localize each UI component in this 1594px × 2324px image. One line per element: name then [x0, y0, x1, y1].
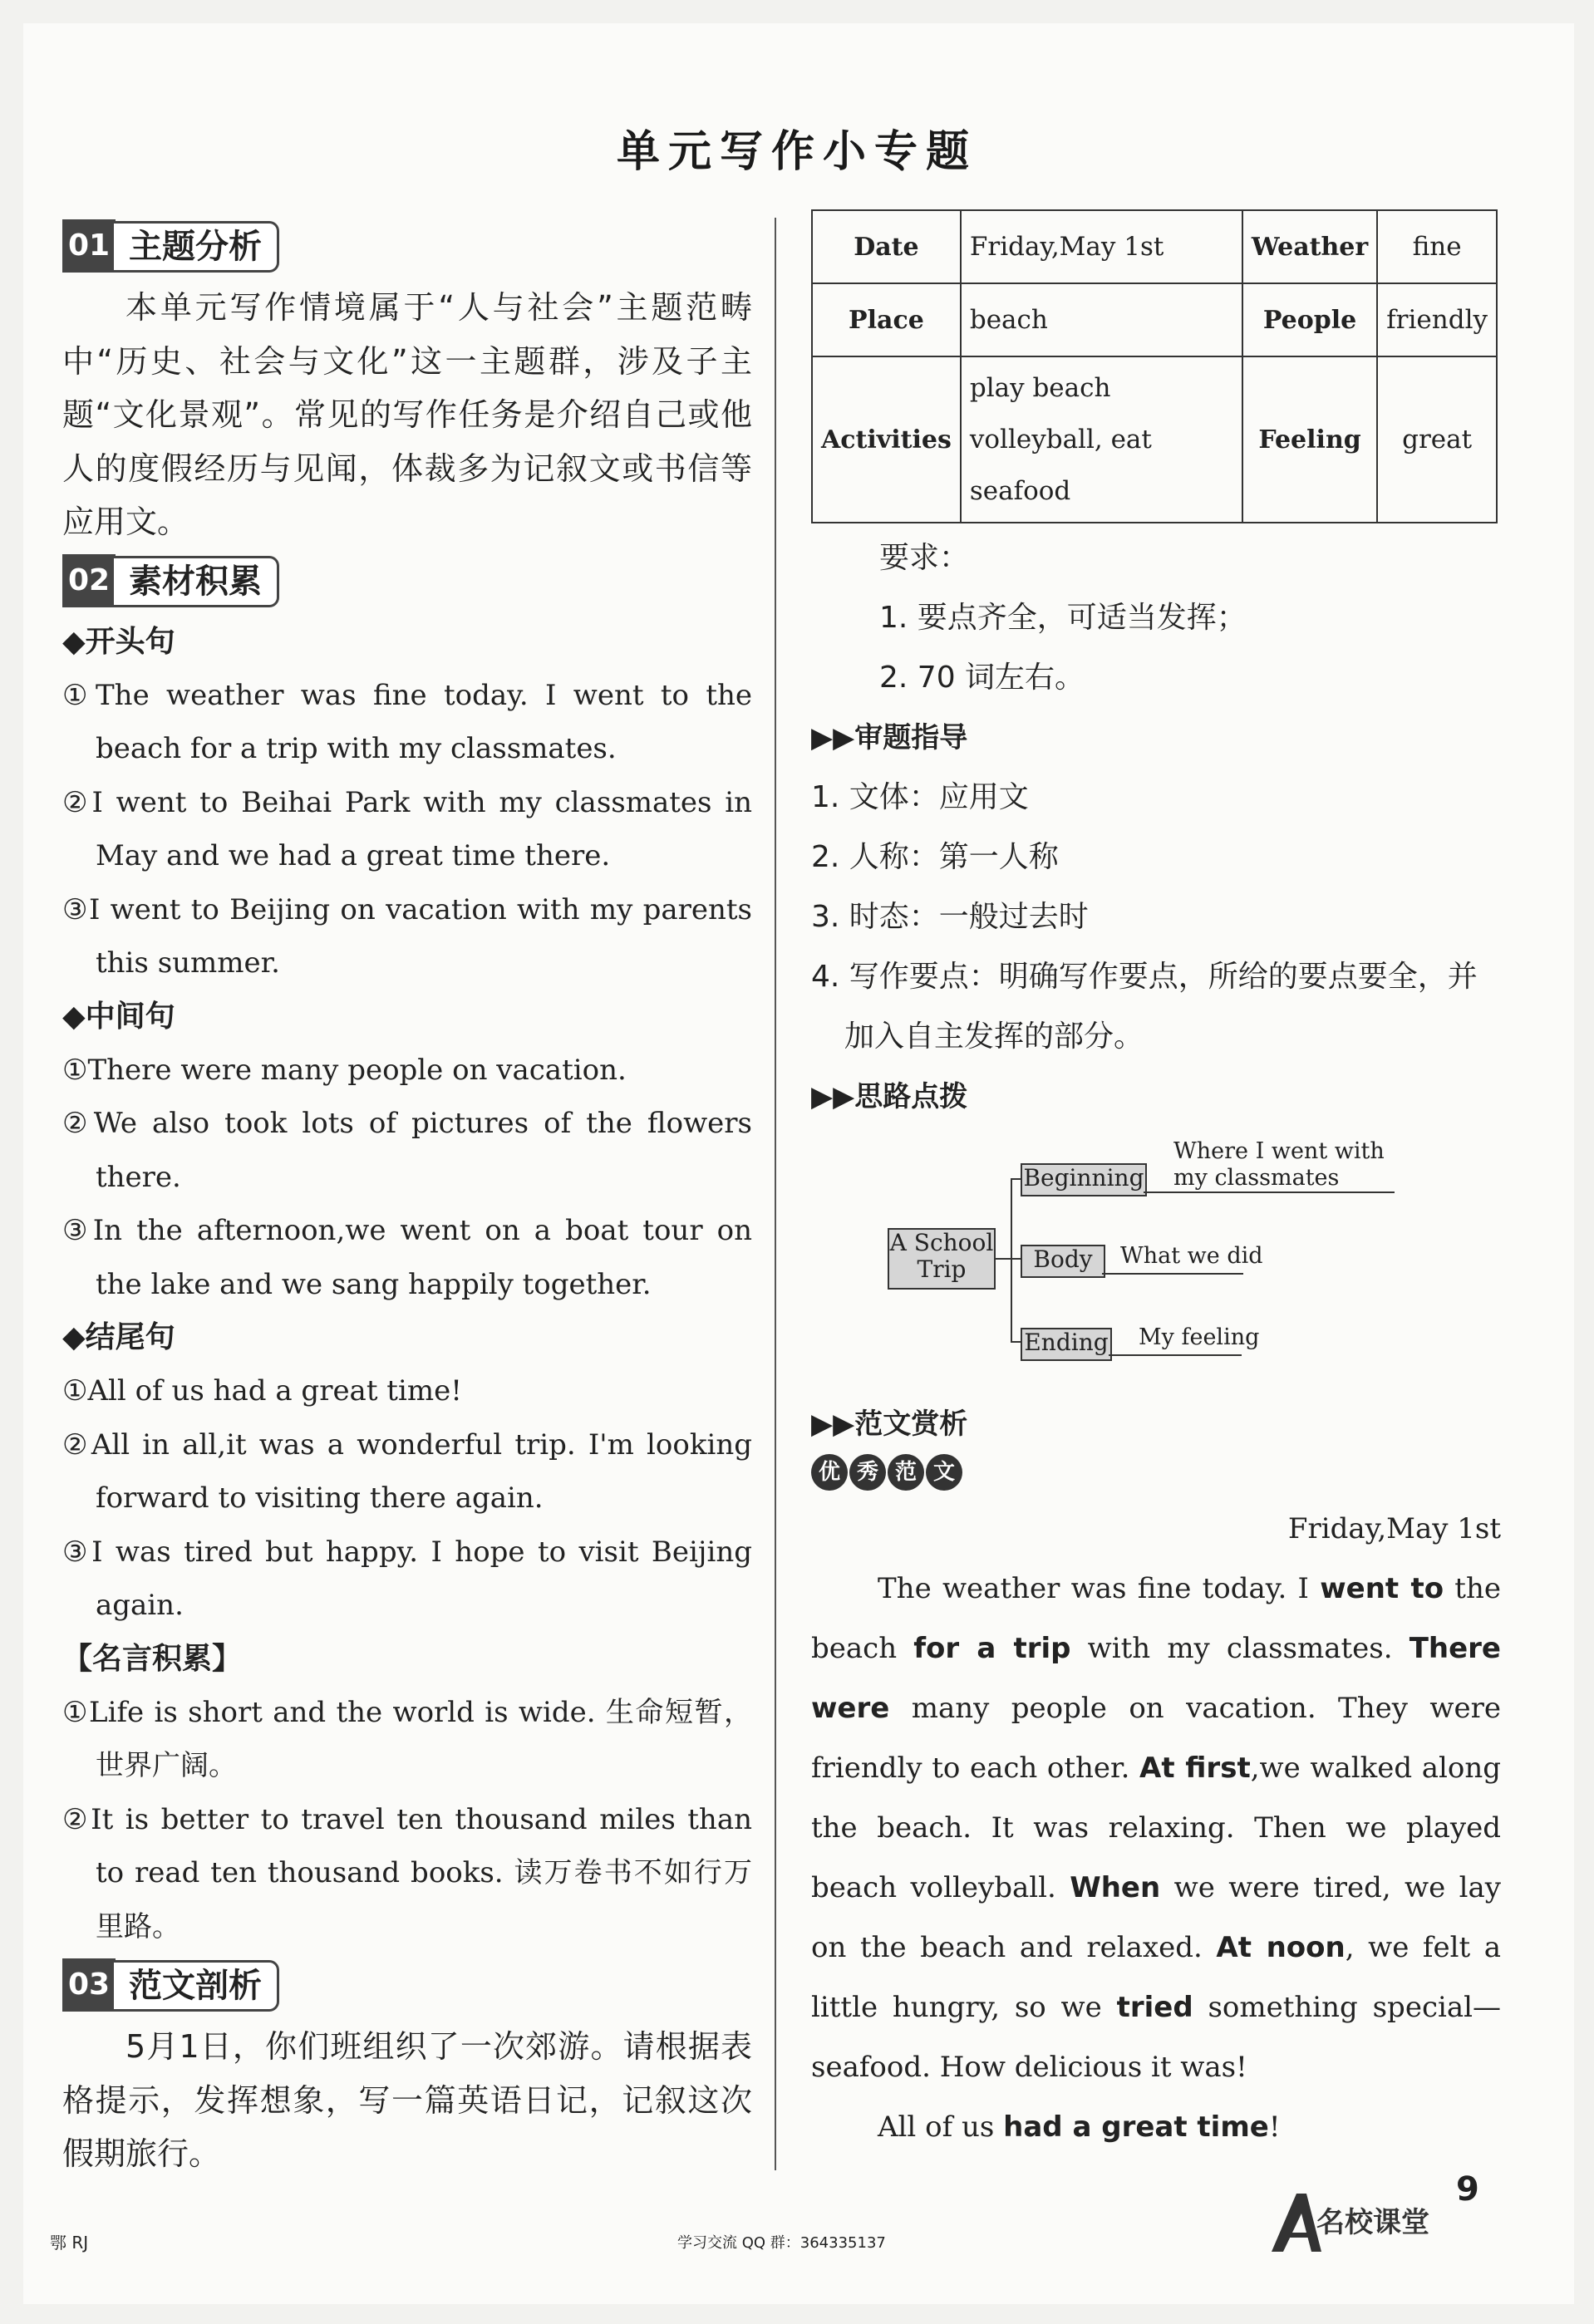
section-header-1	[62, 219, 752, 273]
quotes-heading: 【名言积累】	[62, 1641, 243, 1676]
mindmap-connector	[1011, 1178, 1012, 1341]
mindmap-root: A School Trip	[888, 1228, 996, 1290]
opening-sentence: ①The weather was fine today. I went to the beach for a trip with my classmates.	[62, 678, 752, 765]
mindmap-connector	[1011, 1341, 1021, 1343]
table-row	[812, 356, 1497, 523]
table-cell: friendly	[1377, 283, 1497, 356]
guide-item: 4. 写作要点：明确写作要点，所给的要点要全，并加入自主发挥的部分。	[811, 960, 1478, 1054]
table-cell: Activities	[812, 356, 961, 523]
guide-item: 3. 时态：一般过去时	[811, 900, 1089, 934]
section-number: 02	[62, 554, 116, 607]
essay-paragraph	[811, 2097, 1501, 2157]
column-divider	[775, 218, 776, 2170]
section-number: 03	[62, 1958, 116, 2012]
essay-text: something special—seafood. How delicious it was!	[811, 1991, 1502, 2084]
section-header-2	[62, 554, 752, 607]
middle-sentence: ①There were many people on vacation.	[62, 1053, 627, 1087]
requirement-item: 1. 要点齐全，可适当发挥；	[879, 601, 1247, 635]
brand-logo	[1263, 2185, 1429, 2260]
guide-item: 1. 文体：应用文	[811, 780, 1029, 814]
essay-text: !	[1268, 2110, 1281, 2144]
page-title: 单元写作小专题	[616, 127, 977, 177]
essay-key-phrase: When	[1070, 1871, 1161, 1904]
left-column	[62, 214, 752, 2181]
ending-sentence: ②All in all,it was a wonderful trip. I'm looking forward to visiting there again.	[62, 1427, 752, 1515]
mindmap-connector	[994, 1258, 1011, 1260]
brand-logo-text: 名校课堂	[1316, 2206, 1429, 2239]
essay-key-phrase: At noon	[1216, 1931, 1346, 1964]
essay-key-phrase: had a great time	[1003, 2110, 1269, 2144]
table-cell: beach	[961, 283, 1242, 356]
opening-heading: ◆开头句	[62, 624, 175, 659]
page-number: 9	[1456, 2170, 1479, 2209]
ending-heading: ◆结尾句	[62, 1320, 175, 1354]
essay-key-phrase: There were	[811, 1632, 1501, 1725]
section-header-3	[62, 1958, 752, 2012]
mindmap-underline	[1144, 1191, 1395, 1193]
essay-text: ,we walked along the beach. It was relaxing. Then we played beach volleyball.	[811, 1752, 1501, 1904]
mindmap-note: Where I went with my classmates	[1173, 1138, 1385, 1191]
mindmap-branch: Body	[1021, 1245, 1105, 1278]
mindmap-underline	[1109, 1354, 1242, 1356]
mindmap-branch: Beginning	[1021, 1163, 1147, 1196]
ending-sentence: ①All of us had a great time!	[62, 1374, 462, 1408]
essay-text: we were tired, we lay on the beach and relaxed.	[811, 1871, 1502, 1964]
essay-text: with my classmates.	[1070, 1632, 1410, 1665]
essay-text: The weather was fine today. I	[878, 1572, 1321, 1605]
mindmap-note: My feeling	[1139, 1324, 1260, 1350]
essay-paragraph	[811, 1559, 1501, 2097]
badge-char: 优	[811, 1454, 848, 1491]
info-table	[811, 209, 1498, 523]
mindmap-connector	[1011, 1258, 1021, 1260]
badge-char: 文	[926, 1454, 962, 1491]
model-heading: ▶▶范文赏析	[811, 1408, 968, 1441]
middle-heading: ◆中间句	[62, 999, 175, 1034]
table-cell: Place	[812, 283, 961, 356]
requirement-item: 2. 70 词左右。	[879, 661, 1085, 695]
quote-item: ①Life is short and the world is wide. 生命短暂，世界广阔。	[62, 1695, 752, 1782]
guide-heading: ▶▶审题指导	[811, 721, 968, 754]
mindmap-branch: Ending	[1021, 1328, 1112, 1361]
essay-key-phrase: for a trip	[913, 1632, 1071, 1665]
essay-text: many people on vacation. They were friendly to each other.	[811, 1692, 1501, 1785]
essay-date: Friday,May 1st	[1287, 1512, 1501, 1545]
table-cell: play beach volleyball, eat seafood	[961, 356, 1242, 523]
requirements-heading: 要求：	[879, 541, 970, 575]
mindmap-underline	[1102, 1273, 1243, 1275]
opening-sentence: ②I went to Beihai Park with my classmates in May and we had a great time there.	[62, 785, 752, 872]
essay-text: , we felt a little hungry, so we	[811, 1931, 1501, 2024]
essay-key-phrase: went to	[1320, 1572, 1444, 1605]
section-number: 01	[62, 219, 116, 273]
ending-sentence: ③I was tired but happy. I hope to visit Beijing again.	[62, 1535, 752, 1622]
table-cell: Friday,May 1st	[961, 210, 1242, 283]
essay-key-phrase: tried	[1116, 1991, 1193, 2024]
table-row	[812, 210, 1497, 283]
essay-key-phrase: At first	[1139, 1752, 1251, 1785]
edition-label: 鄂 RJ	[50, 2233, 89, 2253]
table-cell: fine	[1377, 210, 1497, 283]
middle-sentence: ③In the afternoon,we went on a boat tour on the lake and we sang happily together.	[62, 1214, 752, 1301]
mindmap-note: What we did	[1120, 1243, 1263, 1269]
table-cell: great	[1377, 356, 1497, 523]
guide-item: 2. 人称：第一人称	[811, 840, 1059, 874]
excellent-essay-badge	[811, 1454, 962, 1491]
table-row	[812, 283, 1497, 356]
essay-text: All of us	[878, 2110, 1004, 2144]
opening-sentence: ③I went to Beijing on vacation with my parents this summer.	[62, 892, 752, 980]
section-label: 范文剖析	[114, 1960, 279, 2012]
task-description: 5月1日，你们班组织了一次郊游。请根据表格提示，发挥想象，写一篇英语日记，记叙这次假期旅行。	[62, 2028, 752, 2172]
section-label: 素材积累	[114, 556, 279, 607]
mindmap	[811, 1127, 1501, 1401]
quote-item: ②It is better to travel ten thousand miles than to read ten thousand books. 读万卷书不如行万里路。	[62, 1802, 752, 1943]
table-cell: Date	[812, 210, 961, 283]
table-cell: People	[1242, 283, 1377, 356]
mindmap-connector	[1011, 1178, 1021, 1180]
essay-text: the beach	[811, 1572, 1501, 1665]
mindmap-heading: ▶▶思路点拨	[811, 1080, 968, 1113]
middle-sentence: ②We also took lots of pictures of the flowers there.	[62, 1107, 752, 1194]
qq-group-text: 学习交流 QQ 群：364335137	[677, 2234, 886, 2252]
section-label: 主题分析	[114, 221, 279, 273]
theme-analysis-text: 本单元写作情境属于“人与社会”主题范畴中“历史、社会与文化”这一主题群，涉及子主题“文化景观”。常见的写作任务是介绍自己或他人的度假经历与见闻，体裁多为记叙文或书信等应用文。	[62, 289, 752, 540]
table-cell: Feeling	[1242, 356, 1377, 523]
right-column	[811, 209, 1501, 2157]
table-cell: Weather	[1242, 210, 1377, 283]
badge-char: 秀	[849, 1454, 886, 1491]
badge-char: 范	[888, 1454, 924, 1491]
